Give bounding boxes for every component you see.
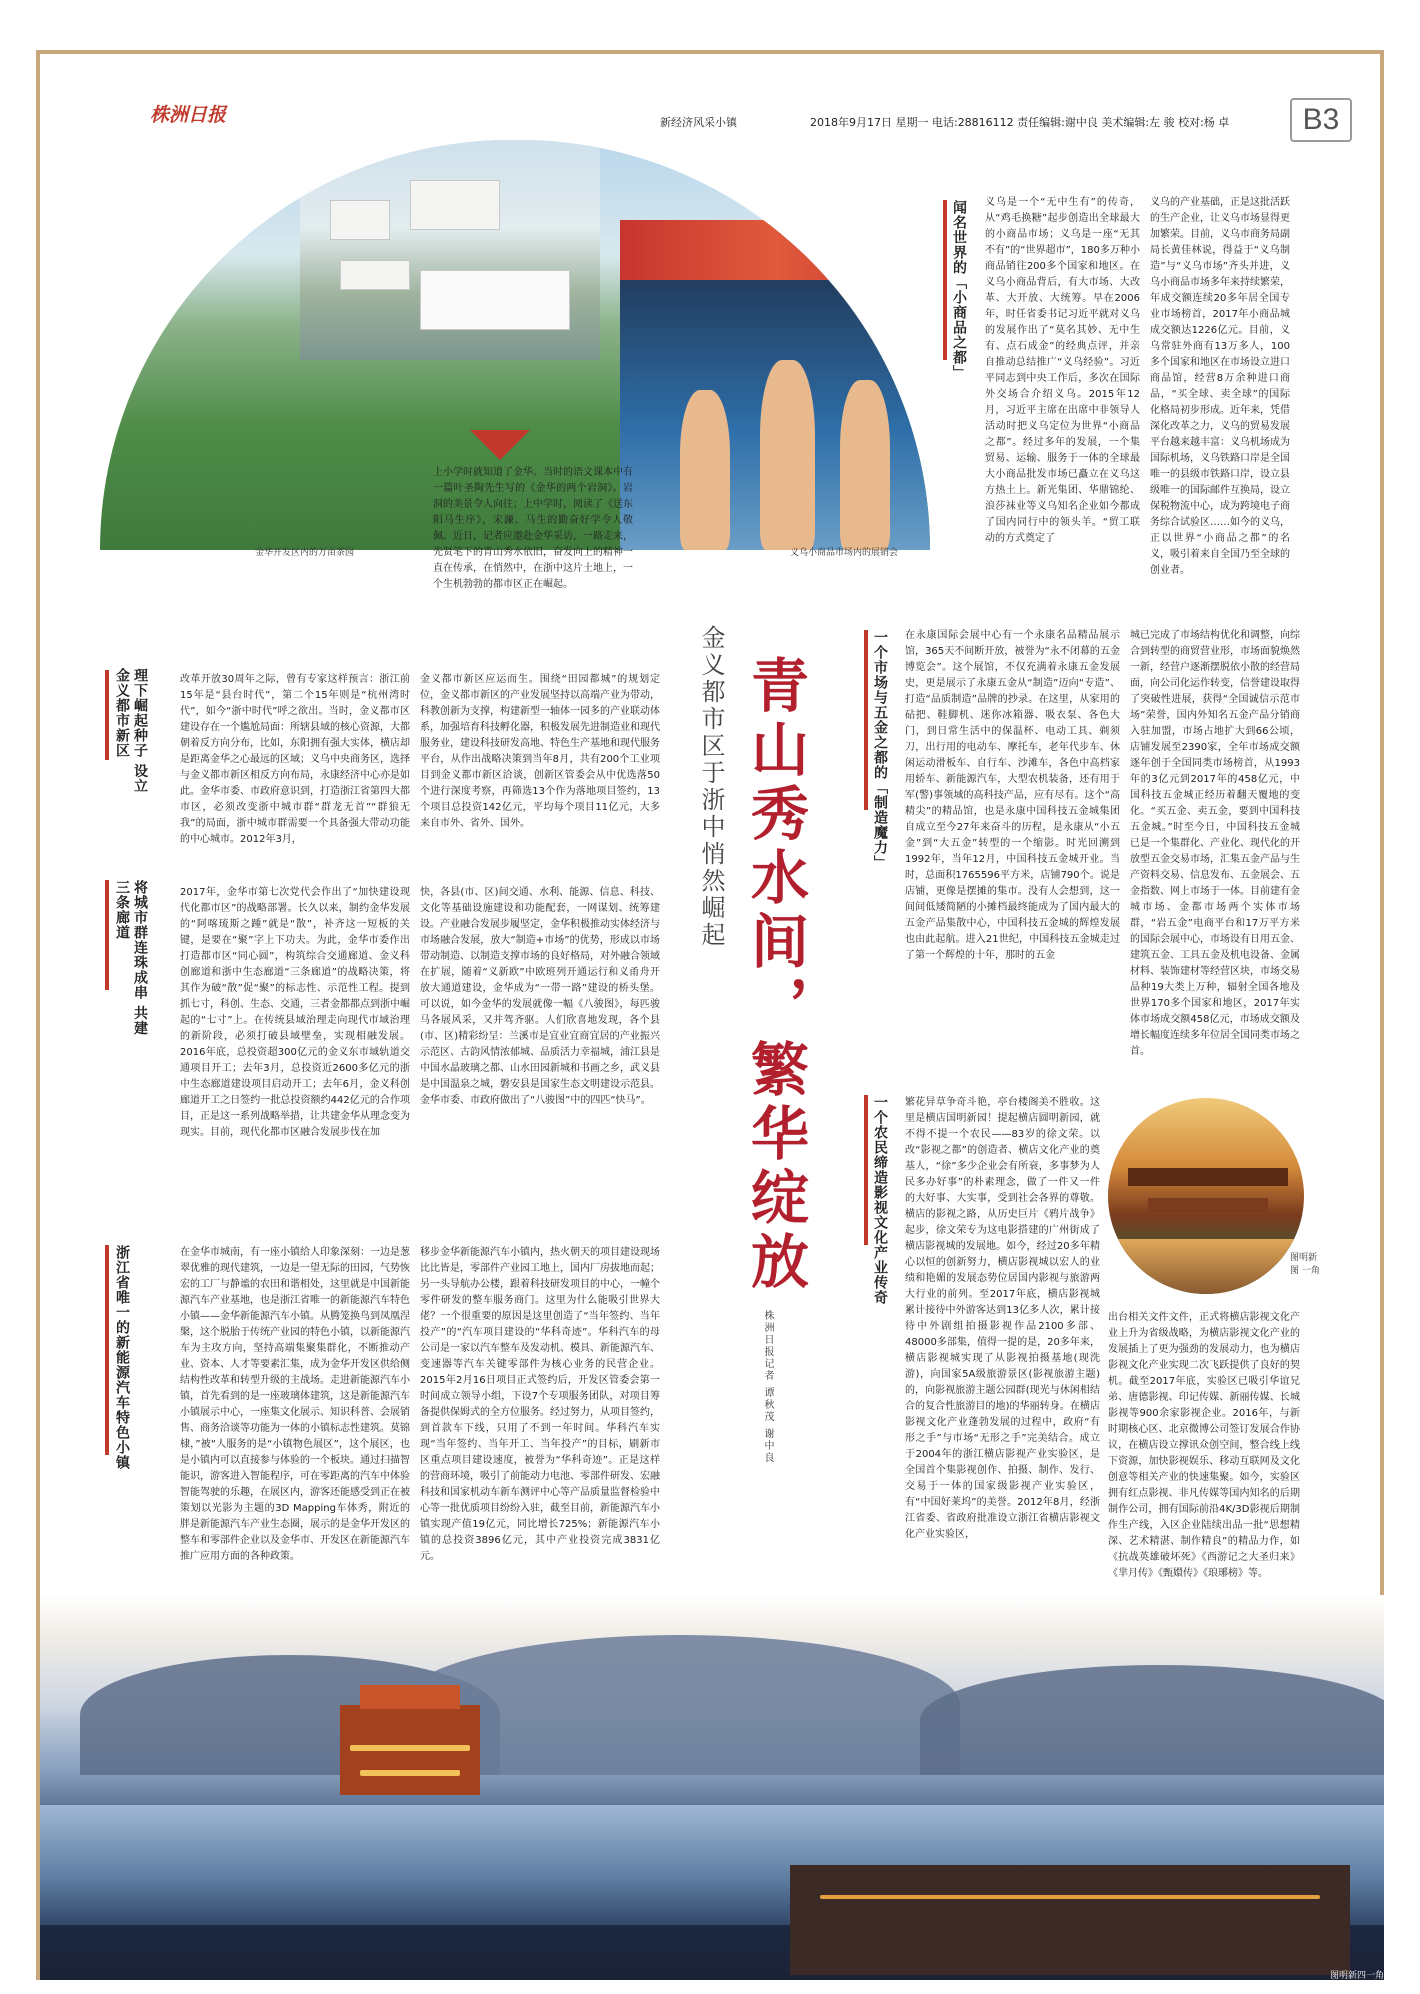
market-photo-caption: 义乌小商品市场内的展销会 xyxy=(790,548,899,558)
section-text: 金义都市新区应运而生。围绕“田园都城”的规划定位，金义都市新区的产业发展坚持以高端产业为带动，科教创新为支撑，构建新型一轴体一园多的产业联动体系，加强培育科技孵化器，积极发展先进制造业和现代服务业，建设科技研发高地、特色生产基地和现代服务平台，从作出战略决策到当年8月，共有200个工业项目到金义都市新区洽谈，创新区管委会从中优选落50个进行深度考察，再筛选13个作为落地项目签约，13个项目总投资142亿元，平均每个项目11亿元，大多来自市外、省外、国外。 xyxy=(420,674,660,829)
section-name: 新经济风采小镇 xyxy=(660,116,737,129)
section-bar xyxy=(864,1095,868,1245)
garden-photo xyxy=(1108,1098,1304,1294)
section-bar xyxy=(943,200,947,360)
byline: 株洲日报记者 谭秋茂 谢中良 xyxy=(762,1310,773,1465)
section-text: 繁花异草争奇斗艳，亭台楼阁美不胜收。这里是横店国明新园！提起横店圆明新园，就不得不提一个农民——83岁的徐文荣。以改“影视之都”的创造者、横店文化产业的奠基人，“徐”多少企业会有所衰，多事梦为人民多办好事”的朴素理念，做了一件又一件的大好事、大实事，受到社会各界的尊敬。横店的影视之路，从历史巨片《鸦片战争》起步，徐文荣专为这电影搭建的广州街成了横店影视城的发展地。如今，经过20多年精心以恒的创新努力，横店影视城以宏人的业绩和艳媚的发展态势位居国内影视与旅游两大行业的前列。至2017年底，横店影视城累计接待中外游客达到13亿多人次，累计接待中外剧组拍摄影视作品2100多部、48000多部集，值得一提的是，20多年来，横店影视城实现了从影视拍摄基地(现洗游)，向国家5A级旅游景区(影视旅游主题)的，向影视旅游主题公园群(现光与休闲相结合的复合性旅游目的地)的华丽转身。在横店影视文化产业蓬勃发展的过程中，政府“有形之手”与市场“无形之手”完美结合。成立于2004年的浙江横店影视产业实验区，是全国首个集影视创作、拍摄、制作、发行、交易于一体的国家级影视产业实验区，有“中国好莱坞”的美誉。2012年8月，经浙江省委、省政府批准设立浙江省横店影视文化产业实验区， xyxy=(905,1097,1100,1540)
section-text: 快，各县(市、区)间交通、水利、能源、信息、科技、文化等基础设施建设和功能配套，一网谋划、统筹建设。产业融合发展步履坚定，金华积极推动实体经济与市场融合发展，放大“制造+市场”的优势，形成以市场带动制造、以制造支撑市场的良好格局，对外融合领域在扩展，随着“义新欧”中欧班列开通运行和义甬舟开放大通道建设，金华成为“一带一路”建设的桥头堡。可以说，如今金华的发展就像一幅《八骏图》，每匹骏马各展风采，又并驾齐驱。人们欣喜地发现，各个县(市、区)精彩纷呈：兰溪市是宜业宜商宜居的产业振兴示范区、古韵风情浓郁城、品质活力幸福城，浦江县是中国水晶玻璃之都、山水田园新城和书画之乡，武义县是中国温泉之城，磐安县是国家生态文明建设示范县。金华市委、市政府做出了“八骏图”中的四匹“快马”。 xyxy=(420,887,660,1106)
panorama-caption: 图明新四一角 xyxy=(1330,1971,1385,1981)
intro-text: 上小学时就知道了金华。当时的语文课本中有一篇叶圣陶先生写的《金华的两个岩洞》。岩洞的美景令人向往；上中学时，阅读了《送东阳马生序》，宋濂、马生的勤奋好学令人敬佩。近日，记者应邀赴金华采访，一路走来，先贤笔下的青山秀水依旧，奋发向上的精神一直在传承，在悄然中，在浙中这片土地上，一个生机勃勃的都市区正在崛起。 xyxy=(433,467,633,590)
section-text: 移步金华新能源汽车小镇内，热火朝天的项目建设现场比比皆是，零部件产业园工地上，国内厂房拔地而起；另一头导航办公楼，跟着科技研发项目的中心，一幢个零件研发的整车服务商门。这里为什么能吸引世界大佬？一个很重要的原因是这里创造了“当年签约、当年投产”的“汽车项目建设的“华科奇迹”。华科汽车的母公司是一家以汽车整车及发动机、模具、新能源汽车、变速器等汽车关键零部件为核心业务的民营企业。2015年2月16日项目正式签约后，开发区管委会第一时间成立领导小组，下设7个专项服务团队，对项目筹备提供保姆式的全方位服务。经过努力，从项目签约，到首款车下线，只用了不到一年时间。华科汽车实现“当年签约、当年开工、当年投产”的目标，刷新市区重点项目建设速度，被誉为“华科奇迹”。正是这样的营商环境，吸引了前能动力电池、零部件研发、宏融科技和国家机动车新车测评中心等产品质量监督检验中心等一批优质项目纷纷入驻，截至目前，新能源汽车小镇实现产值19亿元，同比增长725%；新能源汽车小镇的总投资3896亿元，其中产业投资完成3831亿元。 xyxy=(420,1247,660,1562)
section-text: 改革开放30周年之际，曾有专家这样预言：浙江前15年是“县台时代”，第二个15年则是“杭州湾时代”，如今“浙中时代”呼之欲出。当时，金义都市区建设存在一个尴尬局面：所辖县域的核心资源，大都朝着反方向分布，比如，东阳拥有强大实体，横店却是距离金华之心最远的区域；义乌中央商务区，选择与金义都市新区相反方向布局，永康经济中心亦是如此。金华市委、市政府意识到，打造浙江省第四大都市区，必须改变浙中城市群“群龙无首”“群狼无我”的局面，浙中城市群需要一个具备强大带动功能的中心城市。2012年3月， xyxy=(180,674,410,845)
section-bar xyxy=(105,1245,109,1455)
pointer-triangle xyxy=(470,430,530,460)
section-title: 闻名世界的「小商品之都」 xyxy=(951,200,967,380)
tea-photo-caption: 金华开发区内的万亩茶园 xyxy=(255,548,355,558)
section-bar xyxy=(105,880,109,990)
masthead xyxy=(150,100,1300,128)
issue-meta: 2018年9月17日 星期一 电话:28816112 责任编辑:谢中良 美术编辑:左 骏 校对:杨 卓 xyxy=(810,116,1230,129)
section-text: 出台相关文件文件，正式将横店影视文化产业上升为省级战略，为横店影视文化产业的发展插上了更为强劲的发展动力，也为横店影视文化产业实现二次飞跃提供了良好的契机。截至2017年底，实验区已吸引华谊兄弟、唐德影视、印记传媒、新丽传媒、长城影视等900余家影视企业。2016年，与新时期核心区、北京微博公司签订发展合作协议，在横店设立撑讯众创空间，整合线上线下资源，加快影视娱乐、移动互联网及文化创意等相关产业的快速集聚。如今，实验区拥有红点影视、非凡传媒等国内知名的后期制作公司，拥有国际前沿4K/3D影视后期制作生产线，入区企业陆续出品一批“思想精深、艺术精湛、制作精良”的精品力作，如《抗战英雄破坏死》《西游记之大圣归来》《芈月传》《甄嬛传》《琅琊榜》等。 xyxy=(1108,1312,1300,1579)
section-bar xyxy=(105,670,109,760)
exhibit-photo xyxy=(620,220,930,280)
market-photo xyxy=(620,280,930,550)
section-title: 一个农民缔造影视文化产业传奇 xyxy=(872,1095,888,1305)
section-title: 浙江省唯一的新能源汽车特色小镇 xyxy=(114,1245,130,1470)
sub-headline: 金义都市区于浙中悄然崛起 xyxy=(697,625,725,949)
section-text: 在永康国际会展中心有一个永康名品精品展示馆，365天不间断开放，被誉为“永不闭幕的五金博览会”。这个展馆，不仅充满着永康五金发展史，更是展示了永康五金从“制造”迈向“专造”、打造“品质制造”品牌的抄录。在这里，从家用的砧把、鞋脚机、迷你冰箱器、吸衣泵、各色大门，到日常生活中的保温杯、电动工具、剃须刀，出行用的电动车、摩托车，老年代步车、休闲运动滑板车、自行车、沙滩车，各色中高档家用轿车、新能源汽车，大型农机装备，还有用于军(警)事领域的高科技产品，应有尽有。这个“高精尖”的精品馆，也是永康中国科技五金城集团自成立至今27年来奋斗的历程，是永康从“小五金”到“大五金”转型的一个缩影。时光回溯到1992年，当年12月，中国科技五金城开业。当时，总面积1765596平方米，店铺790个。说是店铺，更像是摆摊的集市。没有人会想到，这一间间低矮简陋的小摊档最终能成为了国内最大的五金产品集散中心，中国科技五金城的辉煌发展也由此起航。进入21世纪，中国科技五金城走过了第一个辉煌的十年，那时的五金 xyxy=(905,630,1120,961)
garden-photo-caption: 图明新图 一角 xyxy=(1290,1253,1320,1276)
section-text: 城已完成了市场结构优化和调整，向综合到转型的商贸营业形，市场面貌焕然一新，经营户逐渐摆脱依小散的经营局面，向公司化运作转变，信誉建设取得了突破性进展，获得“全国诚信示范市场”荣誉，国内外知名五金产品分销商入驻加盟，市场占地扩大到66公顷，店铺发展至2390家，全年市场成交额逐年创于全国同类市场榜首，从1993年的3亿元到2017年的458亿元，中国科技五金城正经历着翻天覆地的变化。“买五金、卖五金，要到中国科技五金城。”时至今日，中国科技五金城已是一个集群化、产业化、现代化的开放型五金交易市场，汇集五金产品与生产资料交易、信息发布、五金展会、五金指数、网上市场于一体。目前建有金城市场、金都市场两个实体市场群，“岩五金”电商平台和17万平方米的国际会展中心，市场设有日用五金、建筑五金、工具五金及机电设备、金属材料、装饰建材等经营区块，市场交易品种19大类上万种，辐射全国各地及世界170多个国家和地区，2017年实体市场成交额458亿元，市场成交额及增长幅度连续多年位居全国同类市场之首。 xyxy=(1130,630,1300,1057)
newspaper-logo: 株洲日报 xyxy=(150,104,227,126)
panorama-photo xyxy=(40,1595,1384,1980)
city-photo xyxy=(300,140,600,360)
section-text: 2017年，金华市第七次党代会作出了“加快建设现代化都市区”的战略部署。长久以来，制约金华发展的“阿喀琉斯之踵”就是“散”，补齐这一短板的关键，是要在“聚”字上下功夫。为此，金华市委作出打造都市区“同心圆”，构筑综合交通廊道、金义科创廊道和浙中生态廊道“三条廊道”的战略决策，将其作为破“散”促“聚”的标志性、示范性工程。提到抓七寸，科创、生态、交通，三者金都都点到浙中崛起的“七寸”上。在传统县域治理走向现代市域治理的新阶段，必须打破县域壁垒，实现相融发展。2016年底，总投资超300亿元的金义东市域轨道交通项目开工；去年3月，总投资近2600多亿元的浙中生态廊道建设项目启动开工；去年6月，金义科创廊道开工之日签约一批总投资额约442亿元的合作项目，正是这一系列战略举措，让共建金华从理念变为现实。目前，现代化都市区融合发展步伐在加 xyxy=(180,887,410,1138)
section-bar xyxy=(864,630,868,810)
section-text: 在金华市城南，有一座小镇给人印象深刻：一边是葱翠优雅的现代建筑，一边是一望无际的田园，气势恢宏的工厂与静谧的农田和谐相处，这里就是中国新能源汽车产业基地，也是浙江省唯一的新能源汽车特色小镇——金华新能源汽车小镇。从腾笼换鸟到凤凰涅槃，这个脱胎于传统产业园的特色小镇，以新能源汽车为主攻方向，坚持高端集聚集群化，不断推动产业、资本、人才等要素汇集，成为金华开发区供给侧结构性改革和转型升级的主战场。走进新能源汽车小镇，首先看到的是一座玻璃体建筑，这是新能源汽车小镇展示中心，一座集文化展示、知识科普、会展销售、商务洽谈等功能为一体的小镇标志性建筑。莫锦棣，”被“人服务的是“小镇物色展区”，这个展区，也是小镇内可以直接参与体验的一个板块。通过扫描智能识，游客进入智能程序，可在零距离的汽车中体验智能驾驶的乐趣，在展区内，游客还能感受到正在被策划以光影为主题的3D Mapping车体秀，附近的胖是新能源汽车产业生态圈，展示的是金华开发区的整车和零部件企业以及金华市、开发区在新能源汽车推广应用方面的各种政策。 xyxy=(180,1247,410,1562)
page-number-badge: B3 xyxy=(1290,98,1352,142)
section-text: 义乌是一个“无中生有”的传奇，从“鸡毛换糖”起步创造出全球最大的小商品市场；义乌是一座“无其不有”的“世界超市”，180多万种小商品销往200多个国家和地区。在义乌小商品背后，有大市场、大改革、大开放、大统筹。早在2006年，时任省委书记习近平就对义乌的发展作出了“莫名其妙、无中生有、点石成金”的经典点评，并亲自推动总结推广“义乌经验”。习近平同志到中央工作后，多次在国际外交场合介绍义乌。2015年12月，习近平主席在出席中非领导人活动时把义乌定位为世界“小商品之都”。经过多年的发展，一个集贸易、运输、服务于一体的全球最大小商品批发市场已矗立在义乌这方热土上。新光集团、华鼎锦纶、浪莎袜业等义乌知名企业如今都成了国内同行中的领头羊。“贸工联动的方式奠定了 xyxy=(985,197,1140,544)
section-title: 将城市群连珠成串 共建三条廊道 xyxy=(114,880,148,1036)
section-title: 理下崛起种子 设立金义都市新区 xyxy=(114,668,148,794)
main-headline: 青山秀水间，繁华绽放 xyxy=(741,655,809,1295)
section-title: 一个市场与五金之都的「制造魔力」 xyxy=(872,630,888,870)
section-text: 义乌的产业基础，正是这批活跃的生产企业，让义乌市场显得更加繁荣。目前，义乌市商务局副局长黄佳林说，得益于“义乌制造”与“义乌市场”齐头并进，义乌小商品市场多年来持续繁荣，年成交额连续20多年居全国专业市场榜首，2017年小商品城成交额达1226亿元。目前，义乌常驻外商有13万多人，100多个国家和地区在市场设立进口商品馆，经营8万余种进口商品，“买全球、卖全球”的国际化格局初步形成。近年来，凭借深化改革之力，义乌的贸易发展平台越来越丰富：义乌机场成为国际机场，义乌铁路口岸是全国唯一的县级市铁路口岸，设立县级唯一的国际邮件互换局，设立保税物流中心，成为跨境电子商务综合试验区……如今的义乌，正以世界“小商品之都”的名义，吸引着来自全国乃至全球的创业者。 xyxy=(1150,197,1290,576)
